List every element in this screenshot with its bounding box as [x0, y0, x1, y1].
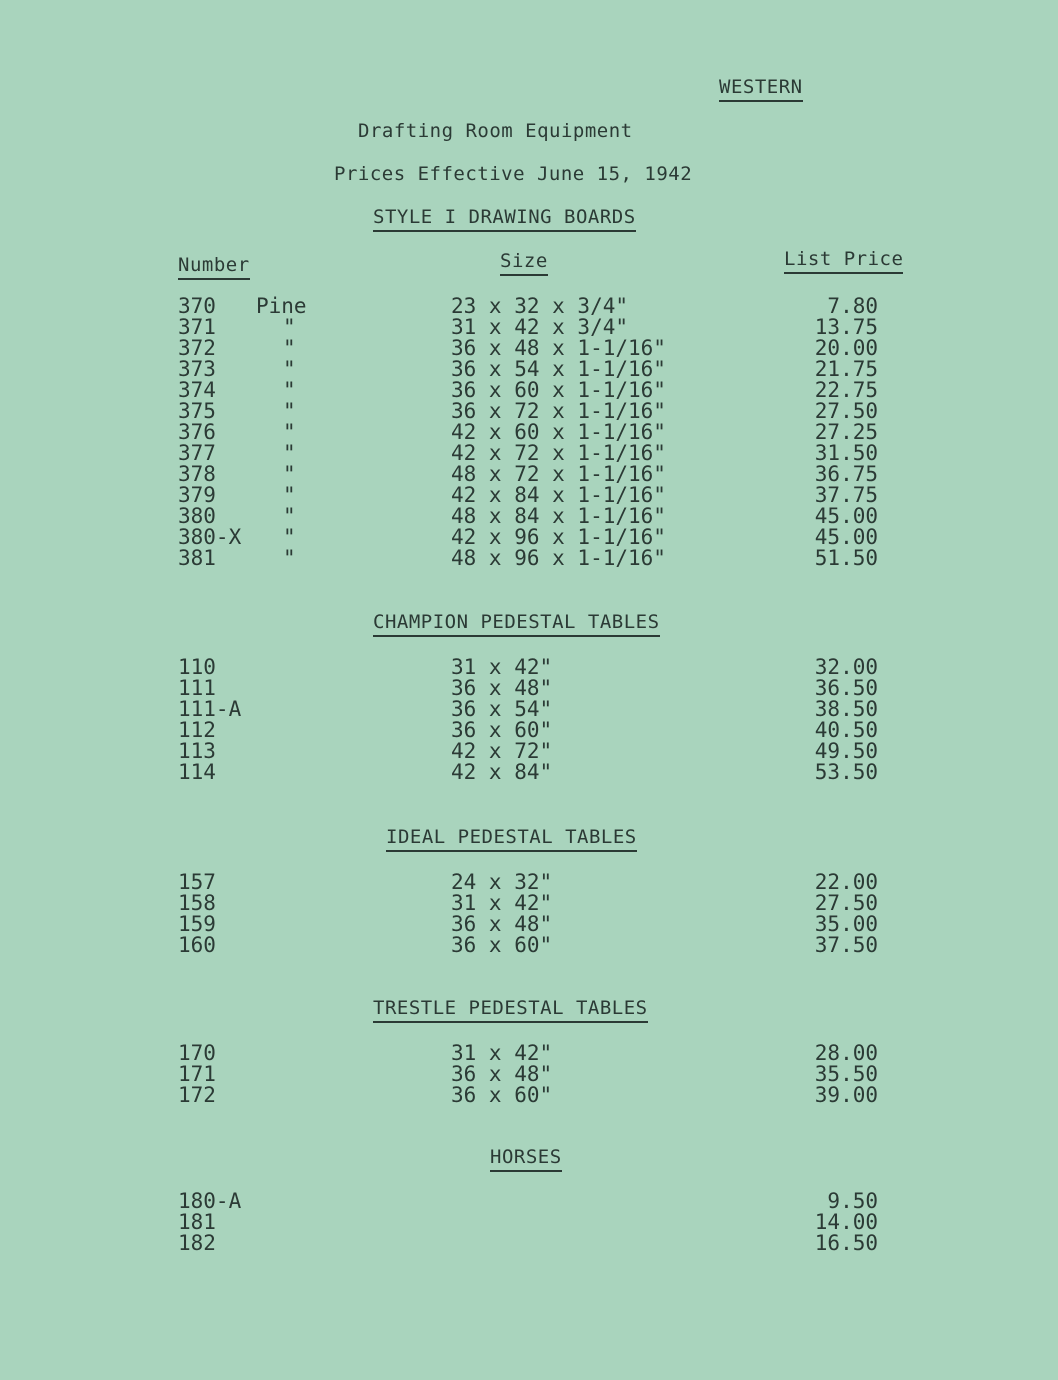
section-title: CHAMPION PEDESTAL TABLES	[373, 613, 660, 637]
item-size: 36 x 54 x 1-1/16"	[451, 357, 666, 381]
table-row	[0, 359, 1058, 380]
table-row	[0, 762, 1058, 783]
item-size: 23 x 32 x 3/4"	[451, 294, 629, 318]
item-material: "	[283, 357, 296, 381]
item-number: 372	[178, 336, 216, 360]
section-title: STYLE I DRAWING BOARDS	[373, 208, 636, 232]
table-row	[0, 338, 1058, 359]
item-size: 36 x 60"	[451, 718, 553, 742]
item-material: "	[283, 504, 296, 528]
item-number: 111	[178, 676, 216, 700]
item-size: 36 x 48"	[451, 912, 553, 936]
table-row	[0, 1233, 1058, 1254]
item-price: 22.75	[814, 378, 878, 402]
item-price: 53.50	[814, 760, 878, 784]
item-size: 31 x 42"	[451, 891, 553, 915]
item-price: 49.50	[814, 739, 878, 763]
item-size: 48 x 96 x 1-1/16"	[451, 546, 666, 570]
table-row	[0, 380, 1058, 401]
item-price: 38.50	[814, 697, 878, 721]
effective-date: Prices Effective June 15, 1942	[334, 163, 693, 185]
item-number: 159	[178, 912, 216, 936]
item-price: 27.50	[814, 891, 878, 915]
item-material: "	[283, 399, 296, 423]
column-header-price: List Price	[784, 250, 903, 274]
table-row	[0, 527, 1058, 548]
item-price: 35.00	[814, 912, 878, 936]
item-price: 27.50	[814, 399, 878, 423]
table-row	[0, 678, 1058, 699]
item-material: "	[283, 420, 296, 444]
item-price: 39.00	[814, 1083, 878, 1107]
table-row	[0, 657, 1058, 678]
table-row	[0, 506, 1058, 527]
item-price: 16.50	[814, 1231, 878, 1255]
table-row	[0, 548, 1058, 569]
section-title: TRESTLE PEDESTAL TABLES	[373, 999, 648, 1023]
item-number: 377	[178, 441, 216, 465]
item-price: 14.00	[814, 1210, 878, 1234]
item-material: "	[283, 441, 296, 465]
item-size: 48 x 84 x 1-1/16"	[451, 504, 666, 528]
item-number: 170	[178, 1041, 216, 1065]
item-number: 182	[178, 1231, 216, 1255]
item-number: 374	[178, 378, 216, 402]
item-price: 36.50	[814, 676, 878, 700]
item-price: 40.50	[814, 718, 878, 742]
table-row	[0, 914, 1058, 935]
item-size: 36 x 48 x 1-1/16"	[451, 336, 666, 360]
item-size: 36 x 54"	[451, 697, 553, 721]
item-size: 31 x 42"	[451, 655, 553, 679]
item-number: 171	[178, 1062, 216, 1086]
item-number: 180-A	[178, 1189, 242, 1213]
item-number: 379	[178, 483, 216, 507]
table-row	[0, 443, 1058, 464]
item-material: "	[283, 546, 296, 570]
item-number: 181	[178, 1210, 216, 1234]
table-row	[0, 401, 1058, 422]
item-size: 36 x 60"	[451, 1083, 553, 1107]
item-number: 380-X	[178, 525, 242, 549]
item-price: 20.00	[814, 336, 878, 360]
item-size: 42 x 72 x 1-1/16"	[451, 441, 666, 465]
item-number: 114	[178, 760, 216, 784]
item-number: 158	[178, 891, 216, 915]
item-size: 36 x 60 x 1-1/16"	[451, 378, 666, 402]
item-size: 42 x 84"	[451, 760, 553, 784]
item-size: 42 x 84 x 1-1/16"	[451, 483, 666, 507]
section-title: HORSES	[490, 1148, 562, 1172]
table-row	[0, 296, 1058, 317]
item-price: 45.00	[814, 504, 878, 528]
item-material: "	[283, 378, 296, 402]
item-size: 36 x 72 x 1-1/16"	[451, 399, 666, 423]
item-number: 373	[178, 357, 216, 381]
item-size: 31 x 42 x 3/4"	[451, 315, 629, 339]
item-price: 36.75	[814, 462, 878, 486]
table-row	[0, 422, 1058, 443]
item-material: "	[283, 462, 296, 486]
item-number: 376	[178, 420, 216, 444]
item-material: "	[283, 336, 296, 360]
item-price: 51.50	[814, 546, 878, 570]
item-price: 9.50	[827, 1189, 878, 1213]
item-size: 36 x 60"	[451, 933, 553, 957]
item-price: 21.75	[814, 357, 878, 381]
table-row	[0, 485, 1058, 506]
section-title: IDEAL PEDESTAL TABLES	[386, 828, 637, 852]
item-number: 157	[178, 870, 216, 894]
item-number: 381	[178, 546, 216, 570]
item-price: 35.50	[814, 1062, 878, 1086]
table-row	[0, 1191, 1058, 1212]
table-row	[0, 1212, 1058, 1233]
table-row	[0, 1085, 1058, 1106]
item-number: 172	[178, 1083, 216, 1107]
item-price: 31.50	[814, 441, 878, 465]
table-row	[0, 1064, 1058, 1085]
item-price: 37.75	[814, 483, 878, 507]
item-size: 36 x 48"	[451, 676, 553, 700]
document-title: Drafting Room Equipment	[358, 120, 633, 142]
table-row	[0, 699, 1058, 720]
table-row	[0, 464, 1058, 485]
region-label: WESTERN	[719, 78, 803, 102]
item-material: "	[283, 315, 296, 339]
item-price: 22.00	[814, 870, 878, 894]
item-price: 32.00	[814, 655, 878, 679]
item-size: 31 x 42"	[451, 1041, 553, 1065]
table-row	[0, 893, 1058, 914]
item-number: 111-A	[178, 697, 242, 721]
table-row	[0, 1043, 1058, 1064]
table-row	[0, 935, 1058, 956]
item-size: 42 x 96 x 1-1/16"	[451, 525, 666, 549]
item-number: 113	[178, 739, 216, 763]
item-size: 36 x 48"	[451, 1062, 553, 1086]
column-header-number: Number	[178, 256, 250, 280]
item-size: 42 x 72"	[451, 739, 553, 763]
item-number: 378	[178, 462, 216, 486]
item-size: 48 x 72 x 1-1/16"	[451, 462, 666, 486]
item-number: 110	[178, 655, 216, 679]
item-number: 370	[178, 294, 216, 318]
column-header-size: Size	[500, 252, 548, 276]
table-row	[0, 872, 1058, 893]
table-row	[0, 720, 1058, 741]
item-number: 160	[178, 933, 216, 957]
item-size: 42 x 60 x 1-1/16"	[451, 420, 666, 444]
item-price: 37.50	[814, 933, 878, 957]
item-material: "	[283, 525, 296, 549]
item-material: Pine	[256, 294, 307, 318]
item-size: 24 x 32"	[451, 870, 553, 894]
item-price: 28.00	[814, 1041, 878, 1065]
item-material: "	[283, 483, 296, 507]
item-number: 112	[178, 718, 216, 742]
item-price: 7.80	[827, 294, 878, 318]
item-price: 27.25	[814, 420, 878, 444]
item-number: 375	[178, 399, 216, 423]
item-price: 45.00	[814, 525, 878, 549]
item-number: 380	[178, 504, 216, 528]
item-number: 371	[178, 315, 216, 339]
table-row	[0, 317, 1058, 338]
item-price: 13.75	[814, 315, 878, 339]
table-row	[0, 741, 1058, 762]
